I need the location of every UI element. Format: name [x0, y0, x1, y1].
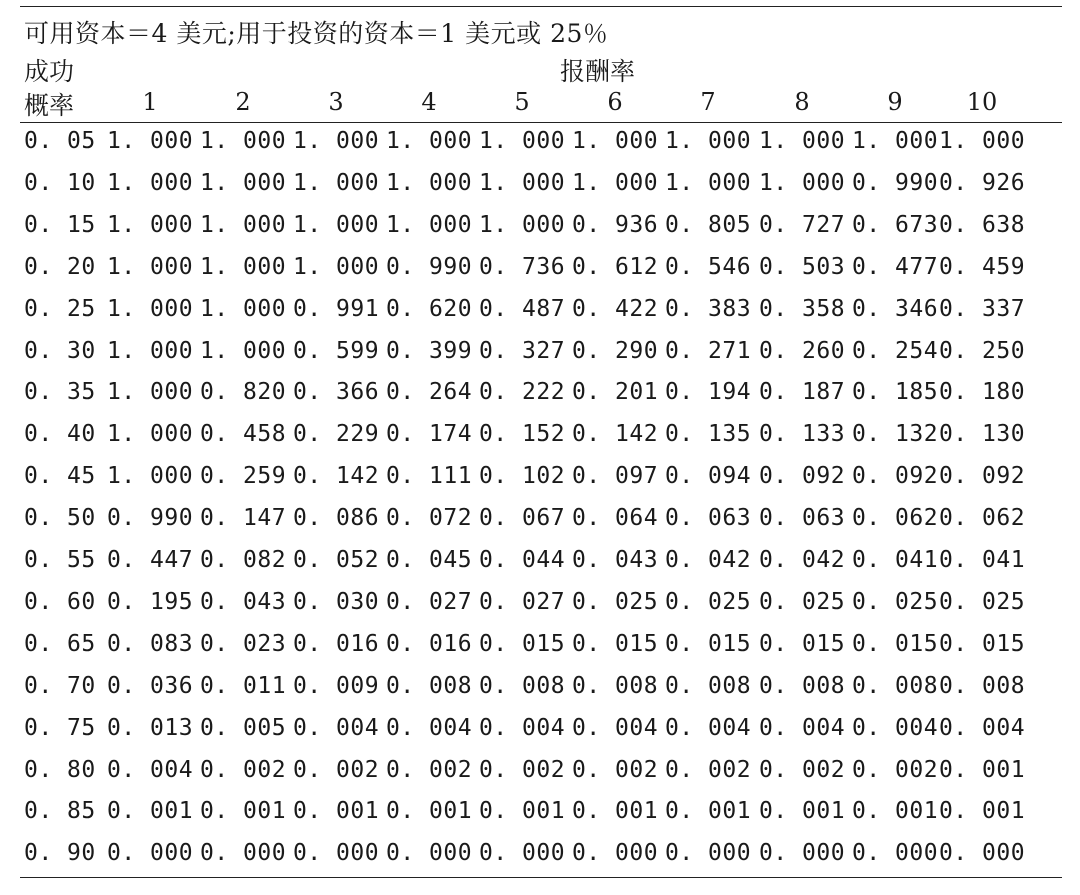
table-cell: 0. 002: [199, 756, 287, 783]
row-probability: 0. 35: [24, 379, 96, 406]
table-cell: 1. 000: [106, 379, 194, 406]
table-cell: 1. 000: [199, 128, 287, 154]
table-cell: 1. 000: [851, 128, 939, 154]
table-cell: 0. 092: [938, 463, 1026, 490]
table-cell: 0. 000: [478, 840, 566, 867]
row-probability: 0. 70: [24, 672, 96, 699]
table-cell: 0. 926: [938, 169, 1026, 196]
table-cell: 0. 036: [106, 672, 194, 699]
table-cell: 0. 638: [938, 211, 1026, 238]
row-probability: 0. 90: [24, 840, 96, 867]
table-cell: 0. 366: [292, 379, 380, 406]
table-cell: 0. 041: [938, 547, 1026, 573]
table-cell: 0. 399: [385, 337, 473, 364]
table-cell: 1. 000: [664, 169, 752, 196]
table-cell: 1. 000: [664, 128, 752, 154]
table-cell: 1. 000: [478, 211, 566, 238]
table-cell: 0. 008: [478, 672, 566, 699]
row-probability: 0. 25: [24, 295, 96, 322]
table-cell: 0. 015: [851, 630, 939, 657]
table-cell: 0. 008: [938, 672, 1026, 699]
table-cell: 0. 130: [938, 421, 1026, 448]
table-cell: 1. 000: [758, 169, 846, 196]
table-cell: 0. 086: [292, 505, 380, 532]
table-cell: 0. 358: [758, 295, 846, 322]
table-cell: 0. 000: [938, 840, 1026, 867]
table-cell: 0. 025: [571, 588, 659, 615]
table-cell: 0. 222: [478, 379, 566, 406]
table-cell: 0. 025: [851, 588, 939, 615]
column-header-10: 10: [966, 88, 998, 116]
table-cell: 0. 062: [851, 505, 939, 532]
table-cell: 0. 008: [664, 672, 752, 699]
table-cell: 0. 052: [292, 547, 380, 573]
table-cell: 0. 422: [571, 295, 659, 322]
table-cell: 0. 620: [385, 295, 473, 322]
table-cell: 1. 000: [478, 169, 566, 196]
column-header-8: 8: [794, 88, 810, 116]
row-probability: 0. 30: [24, 337, 96, 364]
table-cell: 0. 337: [938, 295, 1026, 322]
table-row: [20, 338, 1062, 380]
table-cell: 0. 820: [199, 379, 287, 406]
row-probability: 0. 80: [24, 756, 96, 783]
table-cell: 1. 000: [571, 169, 659, 196]
table-cell: 1. 000: [106, 421, 194, 448]
table-cell: 0. 044: [478, 547, 566, 573]
table-cell: 0. 002: [571, 756, 659, 783]
table-cell: 0. 094: [664, 463, 752, 490]
table-cell: 0. 254: [851, 337, 939, 364]
row-probability: 0. 45: [24, 463, 96, 490]
table-cell: 1. 000: [106, 337, 194, 364]
table-cell: 0. 008: [758, 672, 846, 699]
table-cell: 0. 004: [851, 714, 939, 741]
top-rule: [20, 6, 1062, 7]
table-cell: 0. 001: [478, 798, 566, 825]
table-row: [20, 631, 1062, 673]
table-cell: 1. 000: [292, 253, 380, 280]
table-cell: 0. 673: [851, 211, 939, 238]
table-row: [20, 715, 1062, 757]
table-cell: 1. 000: [106, 128, 194, 154]
table-cell: 0. 133: [758, 421, 846, 448]
table-row: [20, 757, 1062, 799]
column-header-5: 5: [514, 88, 530, 116]
table-cell: 0. 043: [199, 588, 287, 615]
table-cell: 0. 991: [292, 295, 380, 322]
table-cell: 0. 259: [199, 463, 287, 490]
column-header-3: 3: [328, 88, 344, 116]
table-cell: 0. 002: [851, 756, 939, 783]
table-cell: 0. 004: [385, 714, 473, 741]
table-cell: 0. 327: [478, 337, 566, 364]
table-cell: 0. 008: [851, 672, 939, 699]
table-cell: 0. 027: [385, 588, 473, 615]
table-row: [20, 212, 1062, 254]
table-row: [20, 254, 1062, 296]
table-cell: 0. 005: [199, 714, 287, 741]
table-cell: 0. 092: [758, 463, 846, 490]
table-cell: 0. 011: [199, 672, 287, 699]
table-cell: 0. 000: [758, 840, 846, 867]
table-cell: 0. 990: [106, 505, 194, 532]
table-cell: 0. 187: [758, 379, 846, 406]
table-cell: 0. 008: [385, 672, 473, 699]
table-cell: 0. 015: [664, 630, 752, 657]
table-cell: 0. 000: [664, 840, 752, 867]
column-header-2: 2: [235, 88, 251, 116]
table-cell: 0. 025: [664, 588, 752, 615]
table-cell: 0. 002: [292, 756, 380, 783]
row-probability: 0. 75: [24, 714, 96, 741]
table-cell: 0. 132: [851, 421, 939, 448]
table-cell: 0. 025: [758, 588, 846, 615]
table-row: [20, 128, 1062, 170]
table-row: [20, 840, 1062, 882]
table-cell: 0. 002: [758, 756, 846, 783]
table-cell: 0. 142: [571, 421, 659, 448]
table-cell: 0. 346: [851, 295, 939, 322]
header-rule: [20, 122, 1062, 123]
table-cell: 0. 030: [292, 588, 380, 615]
table-cell: 0. 045: [385, 547, 473, 573]
table-row: [20, 589, 1062, 631]
table-cell: 0. 142: [292, 463, 380, 490]
row-header-label-line2: 概率: [24, 91, 75, 120]
table-cell: 1. 000: [292, 169, 380, 196]
table-row: [20, 673, 1062, 715]
table-cell: 0. 736: [478, 253, 566, 280]
table-cell: 0. 260: [758, 337, 846, 364]
table-cell: 1. 000: [199, 253, 287, 280]
table-cell: 0. 002: [478, 756, 566, 783]
table-cell: 1. 000: [199, 295, 287, 322]
table-cell: 0. 001: [292, 798, 380, 825]
table-cell: 0. 062: [938, 505, 1026, 532]
table-cell: 0. 004: [758, 714, 846, 741]
table-cell: 0. 042: [758, 547, 846, 573]
table-cell: 0. 477: [851, 253, 939, 280]
row-probability: 0. 50: [24, 505, 96, 532]
row-probability: 0. 85: [24, 798, 96, 825]
table-cell: 1. 000: [106, 253, 194, 280]
column-header-6: 6: [607, 88, 623, 116]
table-cell: 0. 102: [478, 463, 566, 490]
table-cell: 1. 000: [199, 169, 287, 196]
table-cell: 0. 195: [106, 588, 194, 615]
table-cell: 0. 001: [106, 798, 194, 825]
table-cell: 0. 271: [664, 337, 752, 364]
table-row: [20, 798, 1062, 840]
table-cell: 0. 503: [758, 253, 846, 280]
table-cell: 0. 009: [292, 672, 380, 699]
table-cell: 0. 180: [938, 379, 1026, 406]
table-cell: 0. 072: [385, 505, 473, 532]
table-cell: 0. 459: [938, 253, 1026, 280]
table-cell: 0. 152: [478, 421, 566, 448]
table-cell: 0. 000: [199, 840, 287, 867]
row-probability: 0. 55: [24, 547, 96, 573]
table-cell: 0. 063: [664, 505, 752, 532]
table-cell: 0. 990: [385, 253, 473, 280]
row-probability: 0. 15: [24, 211, 96, 238]
table-cell: 1. 000: [385, 169, 473, 196]
column-header-1: 1: [142, 88, 158, 116]
table-cell: 0. 487: [478, 295, 566, 322]
table-cell: 0. 194: [664, 379, 752, 406]
column-group-header: 报酬率: [560, 57, 636, 86]
table-cell: 0. 727: [758, 211, 846, 238]
table-cell: 0. 002: [385, 756, 473, 783]
row-probability: 0. 65: [24, 630, 96, 657]
table-cell: 0. 250: [938, 337, 1026, 364]
table-cell: 0. 185: [851, 379, 939, 406]
row-header-label-line1: 成功: [24, 57, 75, 86]
table-cell: 0. 147: [199, 505, 287, 532]
table-cell: 1. 000: [385, 128, 473, 154]
table-cell: 0. 936: [571, 211, 659, 238]
table-cell: 1. 000: [571, 128, 659, 154]
table-row: [20, 505, 1062, 547]
table-cell: 0. 001: [938, 798, 1026, 825]
table-cell: 0. 000: [851, 840, 939, 867]
table-cell: 0. 001: [758, 798, 846, 825]
table-cell: 0. 001: [385, 798, 473, 825]
table-cell: 1. 000: [758, 128, 846, 154]
table-cell: 1. 000: [938, 128, 1026, 154]
table-row: [20, 170, 1062, 212]
document-page: [20, 0, 1062, 895]
table-cell: 0. 025: [938, 588, 1026, 615]
table-cell: 0. 990: [851, 169, 939, 196]
table-cell: 0. 001: [571, 798, 659, 825]
table-cell: 0. 004: [478, 714, 566, 741]
table-cell: 0. 042: [664, 547, 752, 573]
table-cell: 0. 015: [938, 630, 1026, 657]
table-cell: 0. 546: [664, 253, 752, 280]
table-cell: 1. 000: [106, 169, 194, 196]
table-cell: 0. 201: [571, 379, 659, 406]
table-cell: 0. 023: [199, 630, 287, 657]
table-cell: 0. 612: [571, 253, 659, 280]
table-cell: 0. 004: [938, 714, 1026, 741]
table-cell: 1. 000: [385, 211, 473, 238]
table-cell: 0. 447: [106, 547, 194, 573]
table-cell: 1. 000: [292, 128, 380, 154]
table-cell: 0. 229: [292, 421, 380, 448]
table-cell: 0. 082: [199, 547, 287, 573]
table-cell: 0. 027: [478, 588, 566, 615]
table-cell: 0. 001: [851, 798, 939, 825]
table-cell: 1. 000: [106, 295, 194, 322]
table-cell: 0. 002: [664, 756, 752, 783]
table-cell: 0. 001: [664, 798, 752, 825]
table-cell: 0. 067: [478, 505, 566, 532]
table-cell: 0. 264: [385, 379, 473, 406]
table-cell: 0. 016: [385, 630, 473, 657]
table-cell: 0. 015: [571, 630, 659, 657]
table-cell: 0. 004: [571, 714, 659, 741]
table-cell: 0. 015: [758, 630, 846, 657]
table-row: [20, 547, 1062, 589]
table-cell: 0. 064: [571, 505, 659, 532]
table-cell: 0. 000: [385, 840, 473, 867]
table-cell: 0. 004: [106, 756, 194, 783]
table-cell: 0. 458: [199, 421, 287, 448]
table-cell: 0. 092: [851, 463, 939, 490]
table-caption: 可用资本＝4 美元;用于投资的资本＝1 美元或 25％: [24, 19, 609, 48]
table-cell: 0. 000: [571, 840, 659, 867]
table-cell: 1. 000: [106, 211, 194, 238]
column-header-9: 9: [887, 88, 903, 116]
row-probability: 0. 60: [24, 588, 96, 615]
table-cell: 0. 097: [571, 463, 659, 490]
table-cell: 0. 041: [851, 547, 939, 573]
table-cell: 0. 135: [664, 421, 752, 448]
column-header-7: 7: [700, 88, 716, 116]
table-cell: 0. 015: [478, 630, 566, 657]
table-cell: 0. 805: [664, 211, 752, 238]
row-probability: 0. 10: [24, 169, 96, 196]
table-cell: 0. 383: [664, 295, 752, 322]
table-row: [20, 379, 1062, 421]
table-cell: 0. 001: [938, 756, 1026, 783]
table-cell: 1. 000: [199, 211, 287, 238]
table-cell: 0. 000: [106, 840, 194, 867]
table-cell: 1. 000: [292, 211, 380, 238]
table-cell: 0. 174: [385, 421, 473, 448]
table-cell: 0. 599: [292, 337, 380, 364]
table-cell: 0. 043: [571, 547, 659, 573]
table-cell: 1. 000: [199, 337, 287, 364]
table-cell: 0. 016: [292, 630, 380, 657]
column-header-4: 4: [421, 88, 437, 116]
row-probability: 0. 20: [24, 253, 96, 280]
table-cell: 0. 083: [106, 630, 194, 657]
row-probability: 0. 40: [24, 421, 96, 448]
table-row: [20, 463, 1062, 505]
row-probability: 0. 05: [24, 128, 96, 154]
table-cell: 0. 004: [664, 714, 752, 741]
table-cell: 0. 290: [571, 337, 659, 364]
table-cell: 0. 063: [758, 505, 846, 532]
table-cell: 0. 000: [292, 840, 380, 867]
table-cell: 0. 001: [199, 798, 287, 825]
table-cell: 0. 008: [571, 672, 659, 699]
table-cell: 1. 000: [478, 128, 566, 154]
table-row: [20, 421, 1062, 463]
table-cell: 0. 111: [385, 463, 473, 490]
table-row: [20, 296, 1062, 338]
table-cell: 0. 013: [106, 714, 194, 741]
bottom-rule: [20, 877, 1062, 878]
table-cell: 1. 000: [106, 463, 194, 490]
table-cell: 0. 004: [292, 714, 380, 741]
